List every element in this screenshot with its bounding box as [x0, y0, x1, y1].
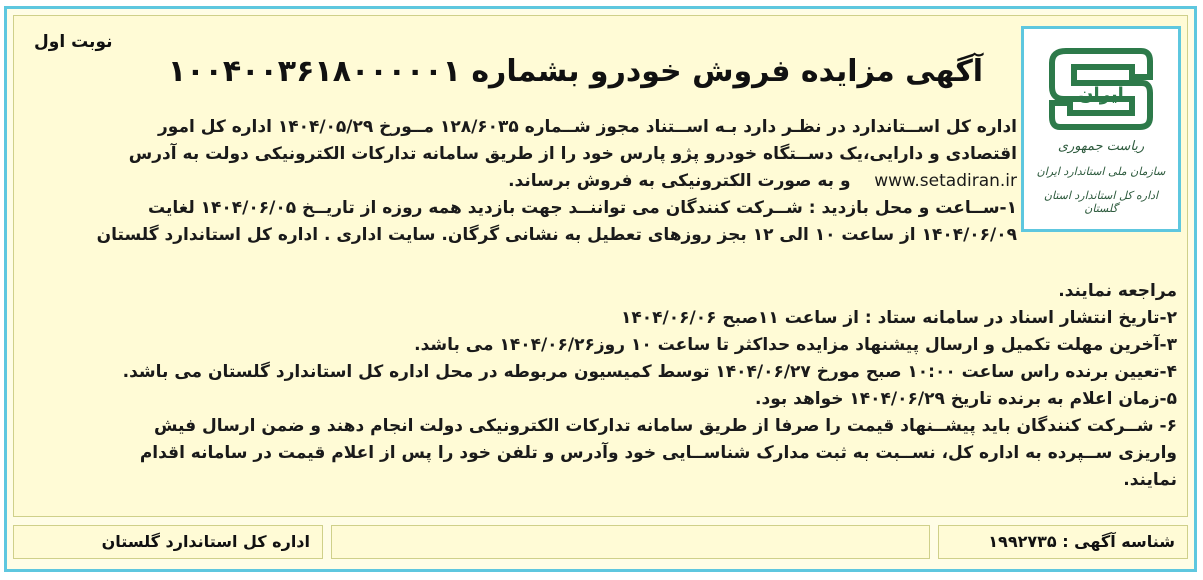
notice-title: آگهی مزایده فروش خودرو بشماره ۱۰۰۴۰۰۳۶۱۸۰۰۰۰۰۱ — [167, 54, 984, 89]
text-line: اقتصادی و دارایی،یک دســتگاه خودرو پژو پارس خود را از طریق سامانه تدارکات الکترونیکی دولت به آدرس — [128, 144, 1017, 164]
item-bid-instructions: ۶- شــرکت کنندگان باید پیشــنهاد قیمت را صرفا از طریق سامانه تدارکات الکترونیکی دولت انجام دهند و ضمن ارسال فیش — [153, 416, 1177, 436]
text-line — [28, 168, 1017, 195]
item-publish-date: ۲-تاریخ انتشار اسناد در سامانه ستاد : از ساعت ۱۱صبح ۱۴۰۴/۰۶/۰۶ — [621, 308, 1177, 328]
standard-logo-icon — [1046, 43, 1156, 133]
notice-body — [13, 15, 1188, 517]
text-line: واریزی ســپرده به اداره کل، نســبت به ثبت مدارک شناســایی خود وآدرس و تلفن خود را پس از اعلام قیمت در سامانه اقدام — [139, 443, 1177, 463]
text-line: نمایند. — [1123, 470, 1177, 490]
logo-caption-office: اداره کل استاندارد استان گلستان — [1043, 189, 1159, 215]
footer-spacer — [331, 525, 930, 559]
item-deadline: ۳-آخرین مهلت تکمیل و ارسال پیشنهاد مزایده حداکثر تا ساعت ۱۰ روز۱۴۰۴/۰۶/۲۶ می باشد. — [414, 335, 1177, 355]
logo-mark-text: ایران — [1078, 84, 1124, 105]
logo-caption-presidency: ریاست جمهوری — [1057, 139, 1145, 154]
notice-frame — [4, 6, 1197, 572]
text-fragment: و به صورت الکترونیکی به فروش برساند. — [508, 171, 851, 191]
text-line: ۱۴۰۴/۰۶/۰۹ از ساعت ۱۰ الی ۱۲ بجز روزهای تعطیل به نشانی گرگان. سایت اداری . اداره کل استاندارد گلستان — [96, 225, 1017, 245]
round-label: نوبت اول — [34, 32, 113, 52]
notice-id: شناسه آگهی : ۱۹۹۲۷۳۵ — [938, 525, 1188, 559]
text-line: اداره کل اســتاندارد در نظـر دارد بـه اســتناد مجوز شــماره ۱۲۸/۶۰۳۵ مــورخ ۱۴۰۴/۰۵/۲۹ اداره کل امور — [158, 117, 1017, 137]
item-winner-selection: ۴-تعیین برنده راس ساعت ۱۰:۰۰ صبح مورخ ۱۴۰۴/۰۶/۲۷ توسط کمیسیون مربوطه در محل اداره کل استاندارد گلستان می باشد. — [122, 362, 1177, 382]
intro-paragraph — [28, 114, 1017, 249]
item-announcement-date: ۵-زمان اعلام به برنده تاریخ ۱۴۰۴/۰۶/۲۹ خواهد بود. — [755, 389, 1177, 409]
text-line: ۱-ســاعت و محل بازدید : شــرکت کنندگان می تواننــد جهت بازدید همه روزه از تاریــخ ۱۴۰۴/۰۶/۰۵ لغایت — [147, 198, 1017, 218]
text-line: مراجعه نمایند. — [1058, 281, 1177, 301]
website-link[interactable]: www.setadiran.ir — [874, 171, 1017, 191]
items-paragraph — [28, 278, 1177, 494]
logo-caption-organization: سازمان ملی استاندارد ایران — [1036, 165, 1166, 178]
notice-footer — [13, 521, 1188, 563]
logo-panel — [1021, 26, 1181, 232]
issuing-organization: اداره کل استاندارد گلستان — [13, 525, 323, 559]
